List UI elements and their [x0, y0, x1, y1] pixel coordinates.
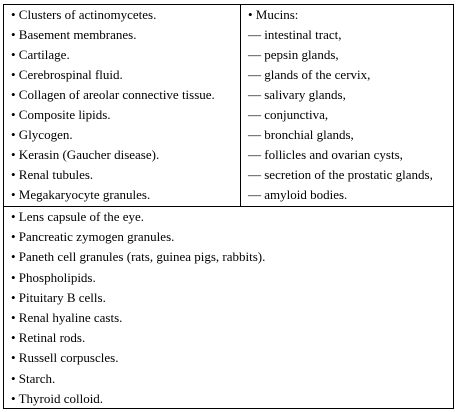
list-item: • Basement membranes.	[11, 27, 137, 42]
bottom-section	[4, 207, 453, 409]
list-item: • Cerebrospinal fluid.	[11, 67, 123, 82]
list-item: • Composite lipids.	[11, 107, 111, 122]
list-item: • Phospholipids.	[11, 269, 96, 285]
list-item: — salivary glands,	[248, 87, 346, 102]
list-item: • Thyroid colloid.	[11, 390, 104, 406]
list-item: • Megakaryocyte granules.	[11, 187, 151, 202]
list-item: • Lens capsule of the eye.	[11, 209, 145, 224]
list-item: • Kerasin (Gaucher disease).	[11, 147, 160, 162]
list-item: • Renal hyaline casts.	[11, 309, 123, 325]
list-item: — follicles and ovarian cysts,	[248, 147, 403, 162]
list-item: — intestinal tract,	[248, 27, 342, 42]
list-item: • Clusters of actinomycetes.	[11, 7, 157, 22]
list-item: — secretion of the prostatic glands,	[248, 167, 433, 182]
list-item: • Collagen of areolar connective tissue.	[11, 87, 215, 102]
list-item: • Renal tubules.	[11, 167, 94, 182]
list-item: • Pancreatic zymogen granules.	[11, 229, 175, 245]
list-item: • Retinal rods.	[11, 330, 86, 346]
list-item: — glands of the cervix,	[248, 67, 371, 82]
list-item: • Pituitary B cells.	[11, 289, 106, 305]
list-item: — pepsin glands,	[248, 47, 339, 62]
list-item: • Glycogen.	[11, 127, 73, 142]
list-item: — bronchial glands,	[248, 127, 354, 142]
list-item: • Paneth cell granules (rats, guinea pigs, rabbits).	[11, 249, 266, 265]
right-column	[241, 5, 453, 206]
list-item: • Starch.	[11, 370, 56, 386]
left-column	[4, 5, 241, 206]
list-item: • Russell corpuscles.	[11, 350, 119, 366]
list-item: — amyloid bodies.	[248, 187, 348, 202]
list-item: • Cartilage.	[11, 47, 70, 62]
table	[3, 4, 454, 409]
list-item: • Mucins:	[248, 7, 299, 22]
list-item: — conjunctiva,	[248, 107, 329, 122]
